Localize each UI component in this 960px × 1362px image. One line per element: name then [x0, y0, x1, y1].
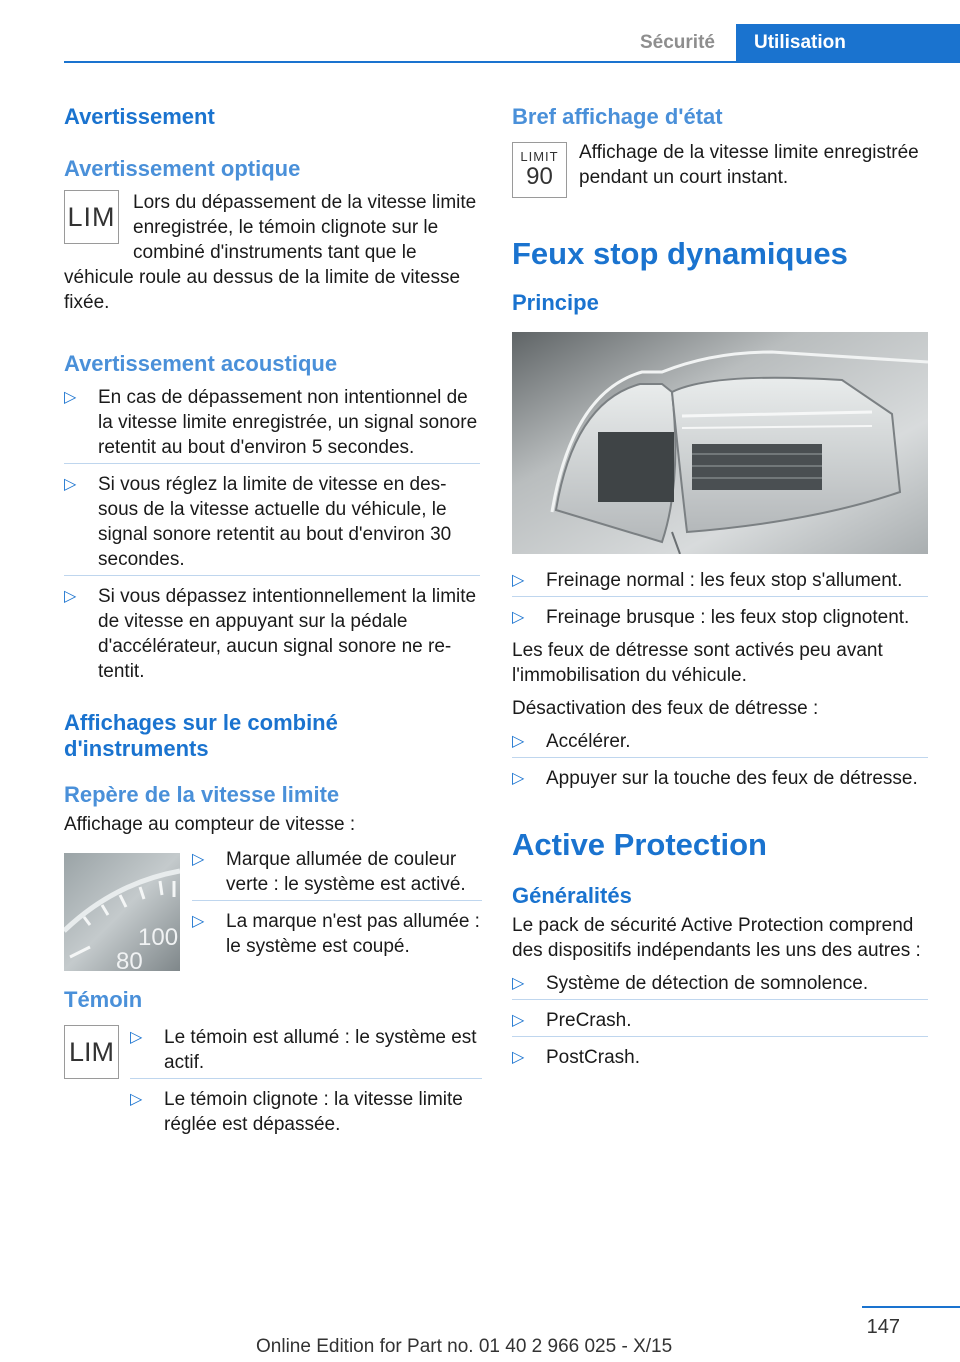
page-number: 147	[866, 1316, 900, 1338]
list-item: ▷ Le témoin clignote : la vitesse limite réglée est dépassée.	[130, 1089, 463, 1135]
left-column	[64, 100, 480, 1135]
right-column	[512, 100, 928, 1077]
optique-block	[64, 190, 480, 315]
lim-indicator-icon	[64, 190, 119, 244]
heading-active-protection: Active Protection	[512, 827, 767, 862]
tab-utilisation[interactable]: Utilisation	[736, 24, 960, 62]
list-item: ▷ Si vous dépassez intentionnellement la limite de vitesse en appuyant sur la pédale d'accélérateur, aucun signal sonore ne retentit.	[64, 586, 477, 682]
triangle-bullet-icon: ▷	[512, 1049, 525, 1066]
limit-90-icon	[512, 142, 567, 198]
heading-avertissement: Avertissement	[64, 104, 215, 129]
limit-icon-value: 90	[526, 163, 553, 190]
triangle-bullet-icon: ▷	[512, 770, 525, 787]
heading-feux-stop-dynamiques: Feux stop dynamiques	[512, 236, 848, 271]
list-item: ▷ Système de détection de somnolence.	[512, 971, 928, 996]
triangle-bullet-icon: ▷	[512, 1012, 525, 1029]
list-item: ▷ Freinage normal : les feux stop s'allument.	[512, 568, 928, 593]
list-divider	[512, 757, 928, 758]
temoin-list	[130, 1025, 482, 1144]
repere-paragraph: Affichage au compteur de vitesse :	[64, 814, 356, 835]
list-divider	[64, 463, 480, 464]
acoustique-list	[64, 385, 480, 684]
heading-bref-affichage: Bref affichage d'état	[512, 104, 723, 129]
list-item: ▷ Appuyer sur la touche des feux de détresse.	[512, 768, 918, 789]
triangle-bullet-icon: ▷	[64, 476, 77, 493]
generalites-list	[512, 971, 928, 1070]
list-item: ▷ Marque allumée de couleur verte : le système est activé.	[192, 847, 482, 897]
edition-footer: Online Edition for Part no. 01 40 2 966 025 - X/15	[256, 1336, 673, 1357]
bref-paragraph: Affichage de la vitesse limite enregistrée pendant un court instant.	[579, 142, 919, 188]
heading-repere-vitesse: Repère de la vitesse limite	[64, 782, 340, 807]
triangle-bullet-icon: ▷	[512, 975, 525, 992]
list-item: ▷ Freinage brusque : les feux stop clignotent.	[512, 607, 910, 628]
tail-light-image	[512, 332, 928, 554]
triangle-bullet-icon: ▷	[512, 609, 525, 626]
list-item: ▷ Si vous réglez la limite de vitesse en dessous de la vitesse actuelle du véhicule, le signal sonore retentit au bout d'environ 30 secondes.	[64, 472, 480, 572]
lim-indicator-icon	[64, 1025, 119, 1079]
triangle-bullet-icon: ▷	[512, 572, 525, 589]
heading-avertissement-acoustique: Avertissement acoustique	[64, 351, 338, 376]
repere-list	[192, 847, 482, 966]
footer-rule	[862, 1306, 960, 1308]
list-divider	[512, 596, 928, 597]
desactivation-list	[512, 729, 928, 791]
principe-list	[512, 568, 928, 630]
heading-generalites: Généralités	[512, 883, 632, 908]
bref-block	[512, 142, 928, 204]
list-item: ▷ La marque n'est pas allumée : le système est coupé.	[192, 911, 480, 957]
triangle-bullet-icon: ▷	[192, 851, 205, 868]
list-item: ▷ PostCrash.	[512, 1047, 640, 1068]
heading-temoin: Témoin	[64, 987, 143, 1012]
list-divider	[130, 1078, 482, 1079]
header-rule	[64, 61, 960, 63]
gauge-label-80: 80	[116, 948, 143, 971]
triangle-bullet-icon: ▷	[64, 389, 77, 406]
triangle-bullet-icon: ▷	[130, 1091, 143, 1108]
header-tabs	[0, 24, 960, 62]
lim-icon-label: LIM	[68, 1036, 114, 1067]
limit-icon-top: LIMIT	[520, 149, 559, 164]
list-item: ▷ PreCrash.	[512, 1008, 928, 1033]
lim-icon-label: LIM	[67, 201, 116, 232]
heading-principe: Principe	[512, 290, 599, 315]
triangle-bullet-icon: ▷	[512, 733, 525, 750]
speedometer-gauge-image	[64, 853, 180, 971]
optique-paragraph: Lors du dépassement de la vitesse limite enregistrée, le témoin clignote sur le combiné d'instruments tant que le véhicule roule au dessus de la limite de vitesse fixée.	[64, 192, 477, 313]
triangle-bullet-icon: ▷	[192, 913, 205, 930]
repere-block	[64, 847, 480, 977]
detresse-paragraph: Les feux de détresse sont activés peu avant l'immobilisation du véhicule.	[512, 640, 883, 686]
list-item: ▷ Le témoin est allumé : le système est actif.	[130, 1025, 482, 1075]
gauge-label-100: 100	[138, 924, 179, 951]
list-item: ▷ Accélérer.	[512, 729, 928, 754]
list-divider	[512, 999, 928, 1000]
triangle-bullet-icon: ▷	[64, 588, 77, 605]
generalites-paragraph: Le pack de sécurité Active Protection comprend des dispositifs indépendants les uns des autres :	[512, 915, 921, 961]
list-divider	[192, 900, 482, 901]
list-divider	[64, 575, 480, 576]
heading-affichages-combine: Affichages sur le combiné d'instruments	[64, 710, 338, 761]
tab-securite[interactable]: Sécurité	[640, 32, 715, 53]
desactivation-paragraph: Désactivation des feux de détresse :	[512, 698, 819, 719]
temoin-block	[64, 1025, 480, 1135]
list-divider	[512, 1036, 928, 1037]
list-item: ▷ En cas de dépassement non intentionnel de la vitesse limite enregistrée, un signal sonore retentit au bout d'environ 5 secondes.	[64, 385, 480, 460]
triangle-bullet-icon: ▷	[130, 1029, 143, 1046]
heading-avertissement-optique: Avertissement optique	[64, 156, 301, 181]
